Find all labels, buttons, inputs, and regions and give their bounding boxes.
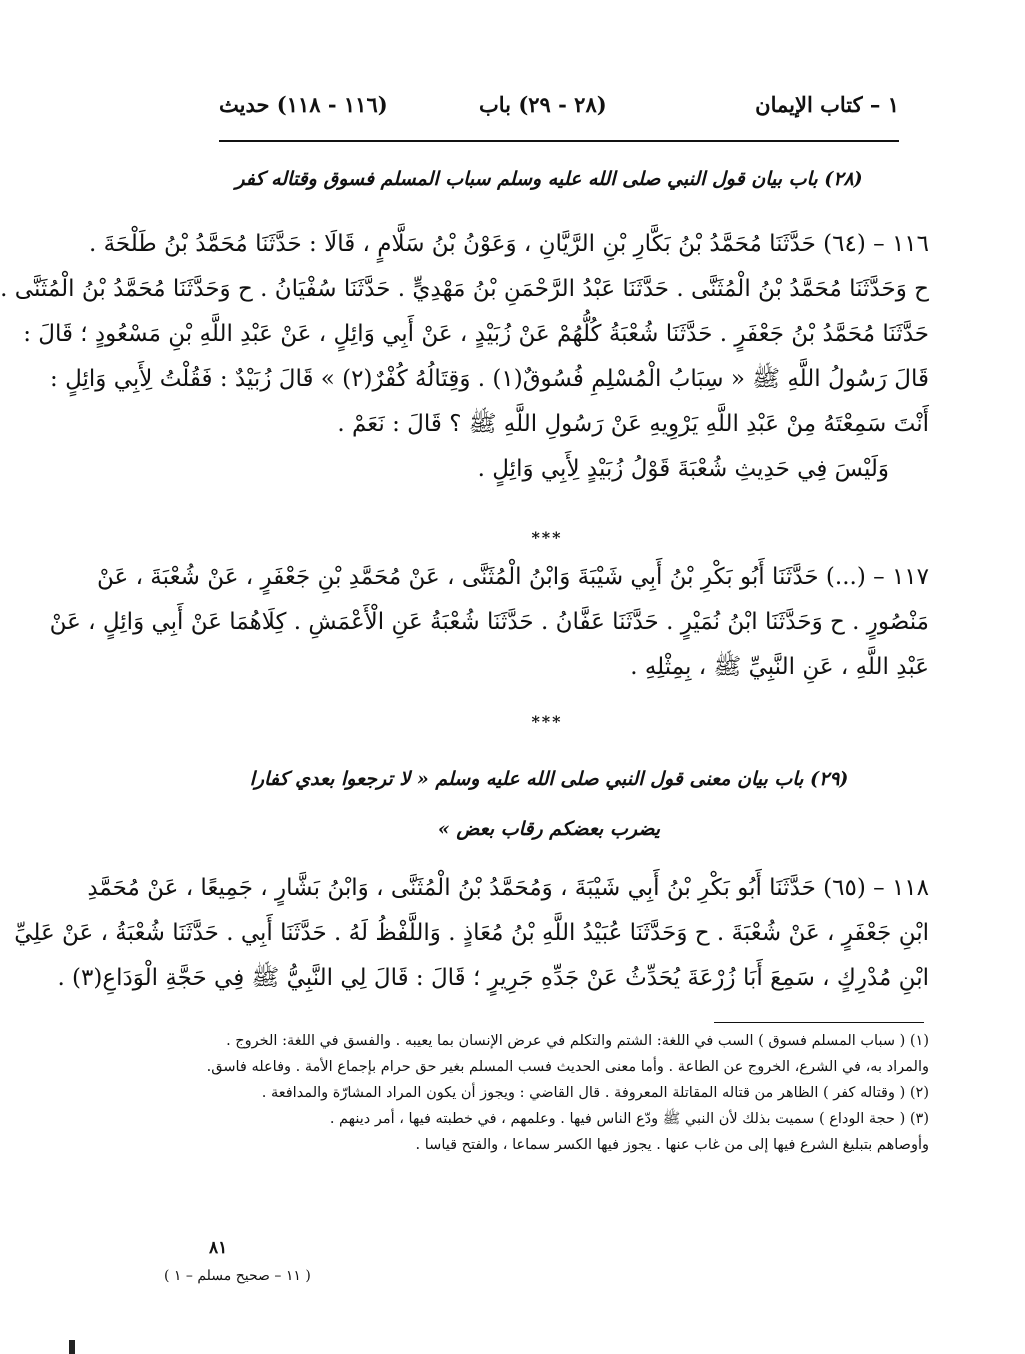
- hadith-116-line: ١١٦ – (٦٤) حَدَّثَنَا مُحَمَّدُ بْنُ بَكَّارِ بْنِ الرَّيَّانِ ، وَعَوْنُ بْنُ سَلَّامٍ ، قَالَا : حَدَّثَنَا مُحَمَّدُ بْنُ طَلْحَةَ .: [88, 231, 929, 257]
- hadith-116-line: قَالَ رَسُولُ اللَّهِ ﷺ « سِبَابُ الْمُسْلِمِ فُسُوقٌ(١) . وَقِتَالُهُ كُفْرٌ(٢) » قَالَ زُبَيْدٌ : فَقُلْتُ لِأَبِي وَائِلٍ :: [50, 366, 929, 392]
- section-separator: ***: [531, 528, 563, 547]
- section-separator: ***: [531, 712, 563, 731]
- hadith-118-line: ١١٨ – (٦٥) حَدَّثَنَا أَبُو بَكْرِ بْنُ أَبِي شَيْبَةَ ، وَمُحَمَّدُ بْنُ الْمُثَنَّى ، وَابْنُ بَشَّارٍ ، جَمِيعًا ، عَنْ مُحَمَّدِ: [87, 875, 929, 901]
- hadith-116: [0, 222, 929, 492]
- hadith-116-line: وَلَيْسَ فِي حَدِيثِ شُعْبَةَ قَوْلُ زُبَيْدٍ لِأَبِي وَائِلٍ .: [477, 456, 889, 482]
- footnotes: [169, 1028, 929, 1158]
- scan-corner-mark: [69, 1340, 75, 1354]
- hadith-116-line: ح وَحَدَّثَنَا مُحَمَّدُ بْنُ الْمُثَنَّى . حَدَّثَنَا عَبْدُ الرَّحْمَنِ بْنُ مَهْدِيٍّ . حَدَّثَنَا سُفْيَانُ . ح وَحَدَّثَنَا مُحَمَّدُ بْنُ الْمُثَنَّى .: [0, 276, 929, 302]
- hadith-117: [49, 555, 929, 690]
- printer-signature: ( ١١ – صحيح مسلم – ١ ): [164, 1268, 311, 1284]
- hadith-117-line: عَبْدِ اللَّهِ ، عَنِ النَّبِيِّ ﷺ ، بِمِثْلِهِ .: [630, 654, 929, 680]
- running-header: [219, 92, 899, 132]
- footnote-line: والمراد به، في الشرع، الخروج عن الطاعة . وأما معنى الحديث فسب المسلم بغير حق حرام بإجماع الأمة . وفاعله فاسق.: [206, 1059, 929, 1075]
- footnote-divider: [714, 1022, 924, 1023]
- footnote-line: وأوصاهم بتبليغ الشرع فيها إلى من غاب عنها . يجوز فيها الكسر سماعا ، والفتح قياسا .: [415, 1137, 929, 1153]
- page-number: ٨١: [209, 1238, 228, 1258]
- hadith-116-line: أَنْتَ سَمِعْتَهُ مِنْ عَبْدِ اللَّهِ يَرْوِيهِ عَنْ رَسُولِ اللَّهِ ﷺ ؟ قَالَ : نَعَمْ .: [337, 411, 929, 437]
- hadith-118-line: ابْنِ جَعْفَرٍ ، عَنْ شُعْبَةَ . ح وَحَدَّثَنَا عُبَيْدُ اللَّهِ بْنُ مُعَاذٍ . وَاللَّفْظُ لَهُ . حَدَّثَنَا أَبِي . حَدَّثَنَا شُعْبَةُ ، عَنْ عَلِيِّ: [14, 920, 929, 946]
- chapter-28-heading: (٢٨) باب بيان قول النبي صلى الله عليه وسلم سباب المسلم فسوق وقتاله كفر: [235, 168, 863, 190]
- hadith-118: [14, 866, 929, 1001]
- hadith-117-line: ١١٧ – (...) حَدَّثَنَا أَبُو بَكْرِ بْنُ أَبِي شَيْبَةَ وَابْنُ الْمُثَنَّى ، عَنْ مُحَمَّدِ بْنِ جَعْفَرٍ ، عَنْ شُعْبَةَ ، عَنْ: [97, 564, 929, 590]
- header-chapter-range: (٢٨ - ٢٩) باب: [479, 92, 607, 117]
- chapter-29-heading-line1: (٢٩) باب بيان معنى قول النبي صلى الله عليه وسلم « لا ترجعوا بعدي كفارا: [249, 768, 849, 790]
- hadith-117-line: مَنْصُورٍ . ح وَحَدَّثَنَا ابْنُ نُمَيْرٍ . حَدَّثَنَا عَفَّانُ . حَدَّثَنَا شُعْبَةُ عَنِ الْأَعْمَشِ . كِلَاهُمَا عَنْ أَبِي وَائِلٍ ، عَنْ: [49, 609, 929, 635]
- hadith-118-line: ابْنِ مُدْرِكٍ ، سَمِعَ أَبَا زُرْعَةَ يُحَدِّثُ عَنْ جَدِّهِ جَرِيرٍ ؛ قَالَ : قَالَ لِي النَّبِيُّ ﷺ فِي حَجَّةِ الْوَدَاعِ(٣) .: [57, 965, 929, 991]
- header-hadith-range: (١١٦ - ١١٨) حديث: [219, 92, 388, 117]
- footnote-line: (١) ( سباب المسلم فسوق ) السب في اللغة: الشتم والتكلم في عرض الإنسان بما يعيبه . والفسق في اللغة: الخروج .: [226, 1033, 929, 1049]
- chapter-29-heading-line2: يضرب بعضكم رقاب بعض »: [437, 818, 661, 840]
- header-divider: [219, 140, 899, 142]
- footnote-line: (٣) ( حجة الوداع ) سميت بذلك لأن النبي ﷺ ودّع الناس فيها . وعلمهم ، في خطبته فيها ، أمر دينهم .: [329, 1111, 929, 1127]
- footnote-line: (٢) ( وقتاله كفر ) الظاهر من قتاله المقاتلة المعروفة . قال القاضي : ويجوز أن يكون المراد المشارّة والمدافعة .: [261, 1085, 929, 1101]
- hadith-116-line: حَدَّثَنَا مُحَمَّدُ بْنُ جَعْفَرٍ . حَدَّثَنَا شُعْبَةُ كُلُّهُمْ عَنْ زُبَيْدٍ ، عَنْ أَبِي وَائِلٍ ، عَنْ عَبْدِ اللَّهِ بْنِ مَسْعُودٍ ؛ قَالَ :: [23, 321, 929, 347]
- header-book-title: ١ – كتاب الإيمان: [755, 92, 899, 117]
